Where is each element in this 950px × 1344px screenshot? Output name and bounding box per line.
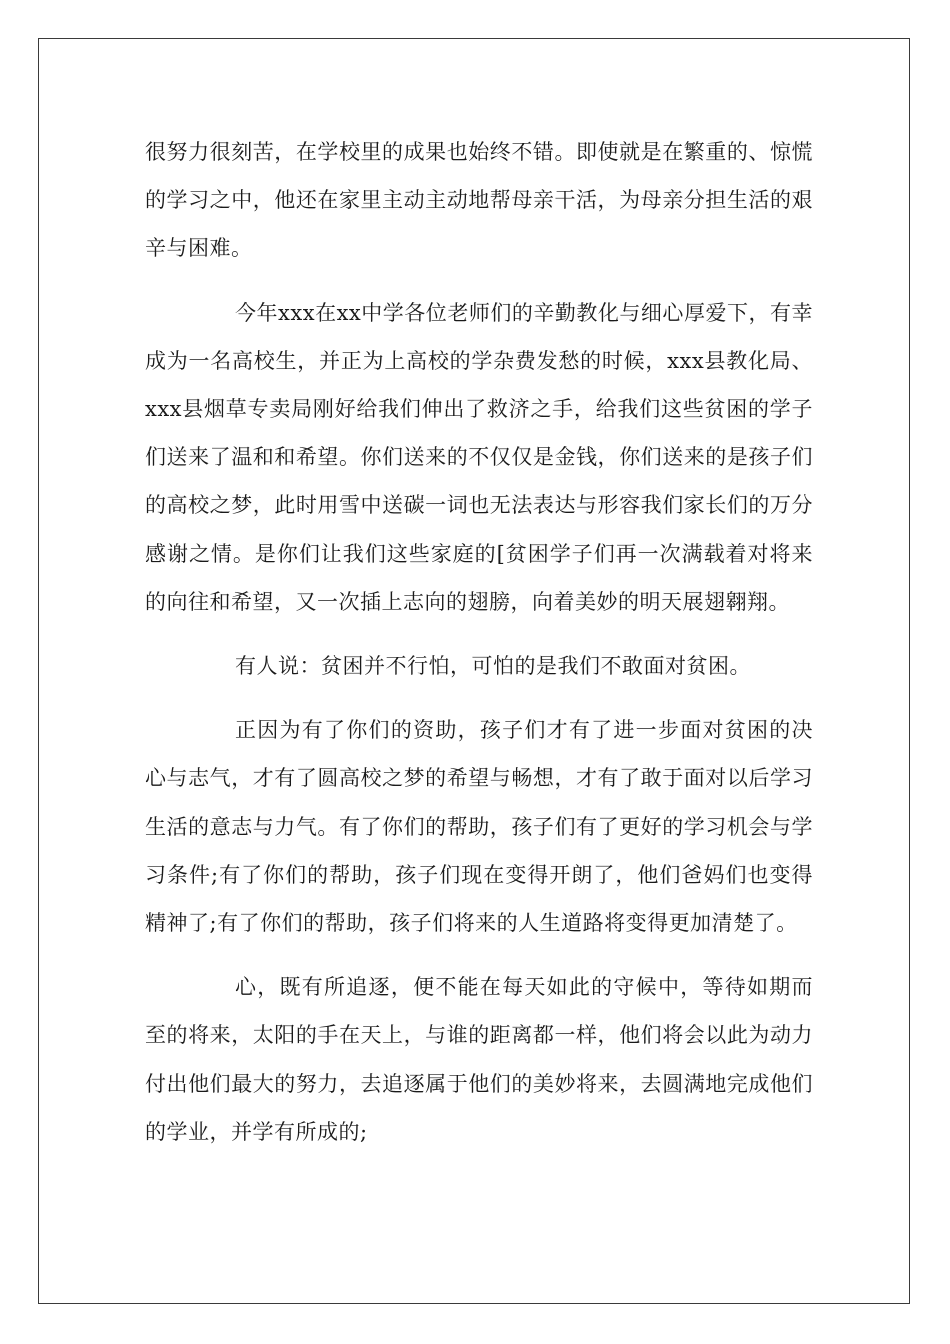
paragraph-future: 心，既有所追逐，便不能在每天如此的守候中，等待如期而至的将来，太阳的手在天上，与谁的距离都一样，他们将会以此为动力付出他们最大的努力，去追逐属于他们的美妙将来，去圆满地完成他们的学业，并学有所成的; <box>145 975 813 1144</box>
document-body <box>145 128 813 1156</box>
paragraph-thanks: 今年xxx在xx中学各位老师们的辛勤教化与细心厚爱下，有幸成为一名高校生，并正为上高校的学杂费发愁的时候，xxx县教化局、xxx县烟草专卖局刚好给我们伸出了救济之手，给我们这些贫困的学子们送来了温和和希望。你们送来的不仅仅是金钱，你们送来的是孩子们的高校之梦，此时用雪中送碳一词也无法表达与形容我们家长们的万分感谢之情。是你们让我们这些家庭的[贫困学子们再一次满载着对将来的向往和希望，又一次插上志向的翅膀，向着美妙的明天展翅翱翔。 <box>145 300 813 614</box>
paragraph-quote: 有人说：贫困并不行怕，可怕的是我们不敢面对贫困。 <box>235 654 751 679</box>
paragraph-gap <box>145 690 813 706</box>
paragraph-gap <box>145 626 813 642</box>
paragraph-gap <box>145 273 813 289</box>
paragraph-help: 正因为有了你们的资助，孩子们才有了进一步面对贫困的决心与志气，才有了圆高校之梦的希望与畅想，才有了敢于面对以后学习生活的意志与力气。有了你们的帮助，孩子们有了更好的学习机会与学习条件;有了你们的帮助，孩子们现在变得开朗了，他们爸妈们也变得精神了;有了你们的帮助，孩子们将来的人生道路将变得更加清楚了。 <box>145 718 813 936</box>
paragraph-gap <box>145 947 813 963</box>
paragraph-continuation: 很努力很刻苦，在学校里的成果也始终不错。即使就是在繁重的、惊慌的学习之中，他还在家里主动主动地帮母亲干活，为母亲分担生活的艰辛与困难。 <box>145 140 813 261</box>
